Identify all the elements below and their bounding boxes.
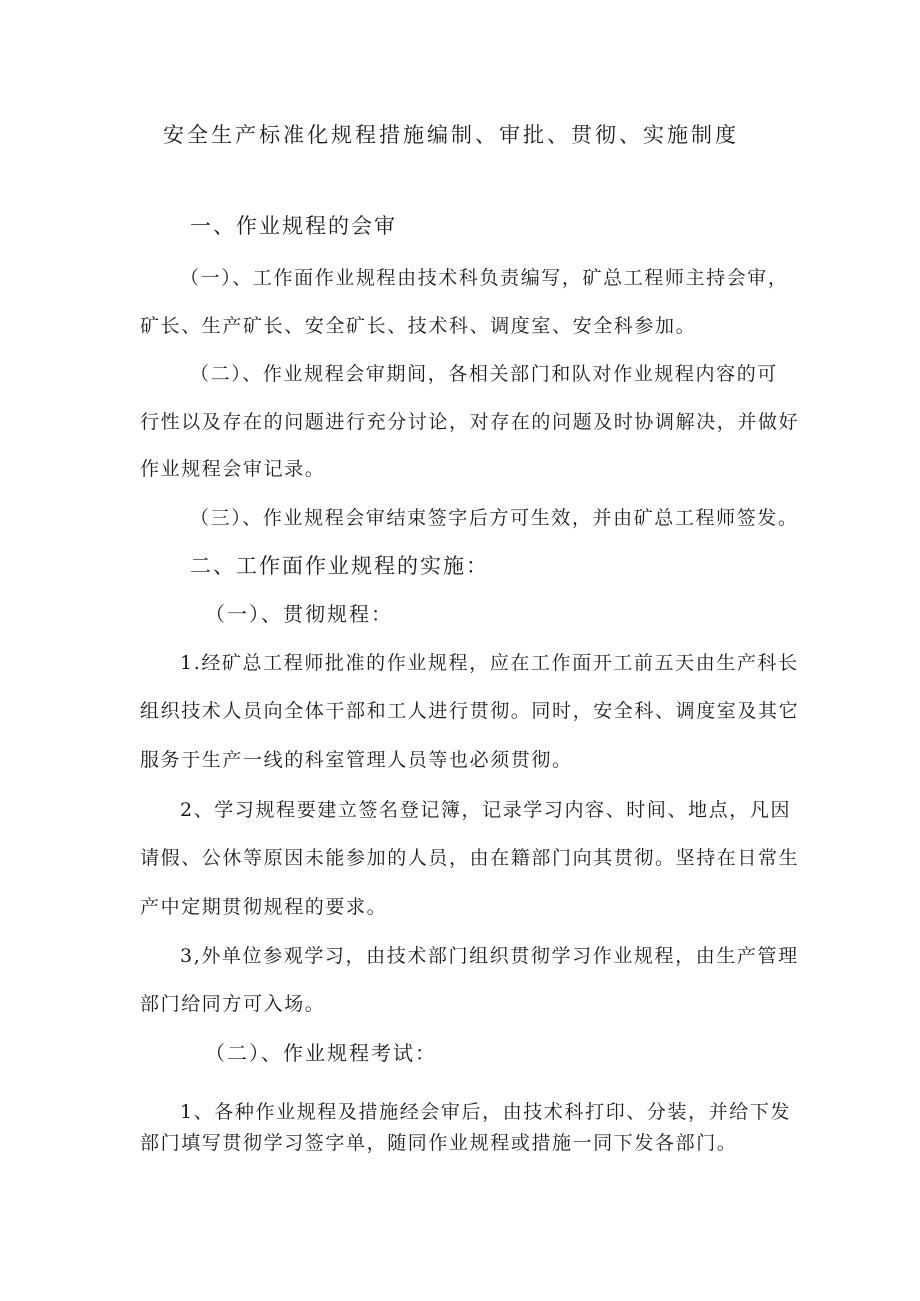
section-2-item-1-line-2: 组织技术人员向全体干部和工人进行贯彻。同时，安全科、调度室及其它	[140, 700, 800, 722]
section-2-exam-1-line-1: 1、各种作业规程及措施经会审后，由技术科打印、分装，并给下发	[180, 1101, 792, 1123]
section-1-para-1-line-2: 矿长、生产矿长、安全矿长、技术科、调度室、安全科参加。	[140, 315, 697, 337]
section-2-item-3-line-1: 3,外单位参观学习，由技术部门组织贯彻学习作业规程，由生产管理	[180, 945, 799, 967]
section-2-item-2-line-2: 请假、公休等原因未能参加的人员，由在籍部门向其贯彻。坚持在日常生	[140, 847, 800, 869]
section-1-para-1-line-1: （一）、工作面作业规程由技术科负责编写，矿总工程师主持会审，	[180, 267, 789, 289]
section-1-para-2-line-2: 行性以及存在的问题进行充分讨论，对存在的问题及时协调解决，并做好	[140, 411, 800, 433]
section-1-para-2-line-1: （二）、作业规程会审期间，各相关部门和队对作业规程内容的可	[190, 363, 778, 385]
section-1-heading: 一、作业规程的会审	[190, 214, 397, 238]
section-2-item-1-line-3: 服务于生产一线的科室管理人员等也必须贯彻。	[140, 749, 573, 771]
section-2-item-3-line-2: 部门给同方可入场。	[140, 993, 326, 1015]
section-2-item-2-line-3: 产中定期贯彻规程的要求。	[140, 896, 388, 918]
section-1-para-3-line-1: （三）、作业规程会审结束签字后方可生效，并由矿总工程师签发。	[190, 507, 799, 529]
section-1-para-2-line-3: 作业规程会审记录。	[140, 458, 326, 480]
section-2-item-2-line-1: 2、学习规程要建立签名登记簿，记录学习内容、时间、地点，凡因	[180, 799, 792, 821]
document-title: 安全生产标准化规程措施编制、审批、贯彻、实施制度	[163, 123, 739, 147]
section-2-heading: 二、工作面作业规程的实施：	[190, 554, 489, 578]
section-2-sub-1-heading: （一）、贯彻规程：	[205, 602, 393, 626]
section-2-exam-1-line-2: 部门填写贯彻学习签字单，随同作业规程或措施一同下发各部门。	[140, 1132, 738, 1154]
section-2-sub-2-heading: （二）、作业规程考试：	[205, 1041, 437, 1065]
section-2-item-1-line-1: 1.经矿总工程师批准的作业规程，应在工作面开工前五天由生产科长	[180, 652, 799, 674]
